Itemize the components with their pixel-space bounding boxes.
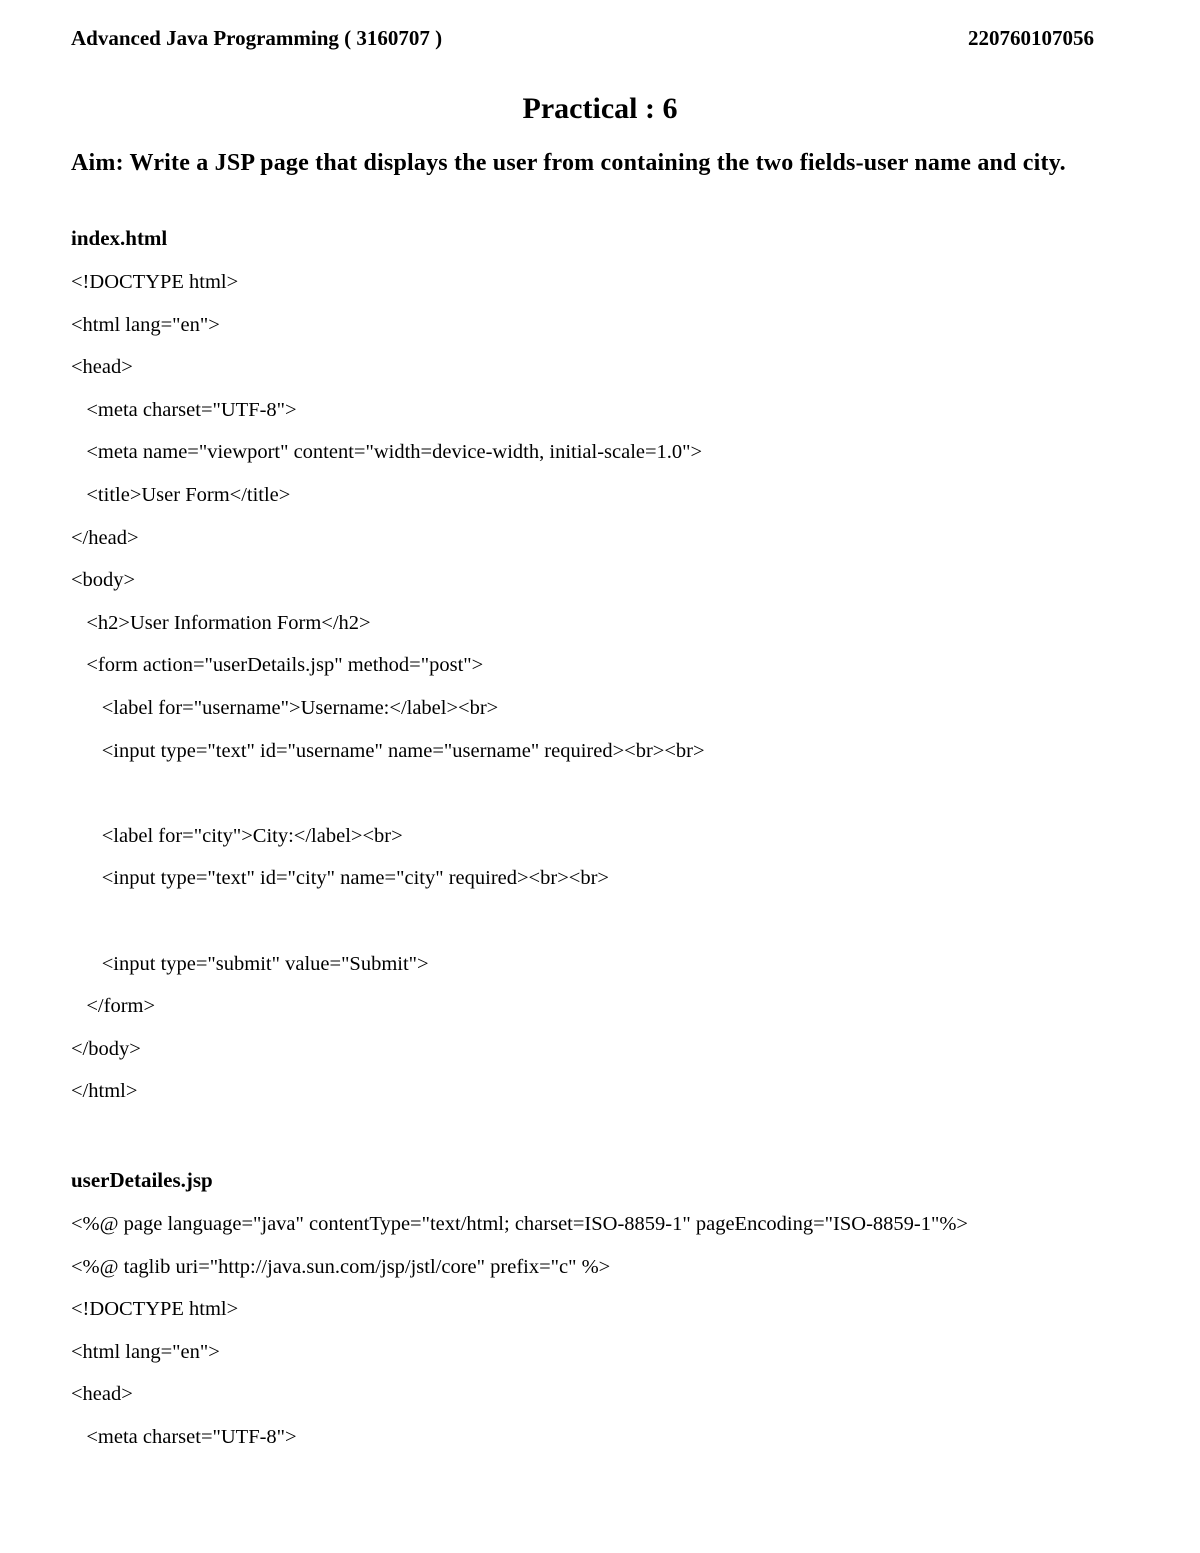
code-line: <meta charset="UTF-8"> <box>71 398 297 421</box>
code-block-userdetailes-jsp <box>71 1203 1171 1459</box>
code-line: <h2>User Information Form</h2> <box>71 611 371 634</box>
code-line: <form action="userDetails.jsp" method="post"> <box>71 654 484 677</box>
code-line: <title>User Form</title> <box>71 483 291 506</box>
code-line: <input type="text" id="username" name="username" required><br><br> <box>71 739 705 762</box>
code-line: <input type="text" id="city" name="city" required><br><br> <box>71 867 609 890</box>
code-line: <label for="city">City:</label><br> <box>71 824 403 847</box>
code-block-index-html <box>71 261 1171 1113</box>
code-line: </form> <box>71 995 156 1018</box>
code-line: <head> <box>71 356 133 379</box>
practical-title-text: Practical : 6 <box>522 92 678 125</box>
code-line: <body> <box>71 569 136 592</box>
aim-statement: Aim: Write a JSP page that displays the user from containing the two fields-user name and city. <box>71 150 1066 176</box>
section-heading-userdetailes-jsp: userDetailes.jsp <box>71 1168 213 1192</box>
code-line: <%@ taglib uri="http://java.sun.com/jsp/jstl/core" prefix="c" %> <box>71 1255 611 1278</box>
code-line: </body> <box>71 1037 141 1060</box>
code-line: </head> <box>71 526 139 549</box>
code-line: <html lang="en"> <box>71 1340 220 1363</box>
code-line: </html> <box>71 1080 138 1103</box>
code-line: <!DOCTYPE html> <box>71 271 239 293</box>
section-heading-index-html: index.html <box>71 226 168 250</box>
code-line: <html lang="en"> <box>71 313 220 336</box>
code-line-blank <box>71 772 1171 815</box>
code-line: <meta charset="UTF-8"> <box>71 1425 297 1448</box>
code-line: <label for="username">Username:</label><br> <box>71 696 499 719</box>
page-header <box>71 24 1094 52</box>
code-line: <%@ page language="java" contentType="text/html; charset=ISO-8859-1" pageEncoding="ISO-8859-1"%> <box>71 1213 968 1235</box>
code-line: <head> <box>71 1383 133 1406</box>
course-title: Advanced Java Programming ( 3160707 ) <box>71 25 443 50</box>
practical-title <box>0 92 1200 126</box>
enrollment-number: 220760107056 <box>968 25 1094 50</box>
code-line: <meta name="viewport" content="width=device-width, initial-scale=1.0"> <box>71 441 703 464</box>
code-line: <input type="submit" value="Submit"> <box>71 952 429 975</box>
code-line: <!DOCTYPE html> <box>71 1298 239 1321</box>
code-line-blank <box>71 900 1171 943</box>
